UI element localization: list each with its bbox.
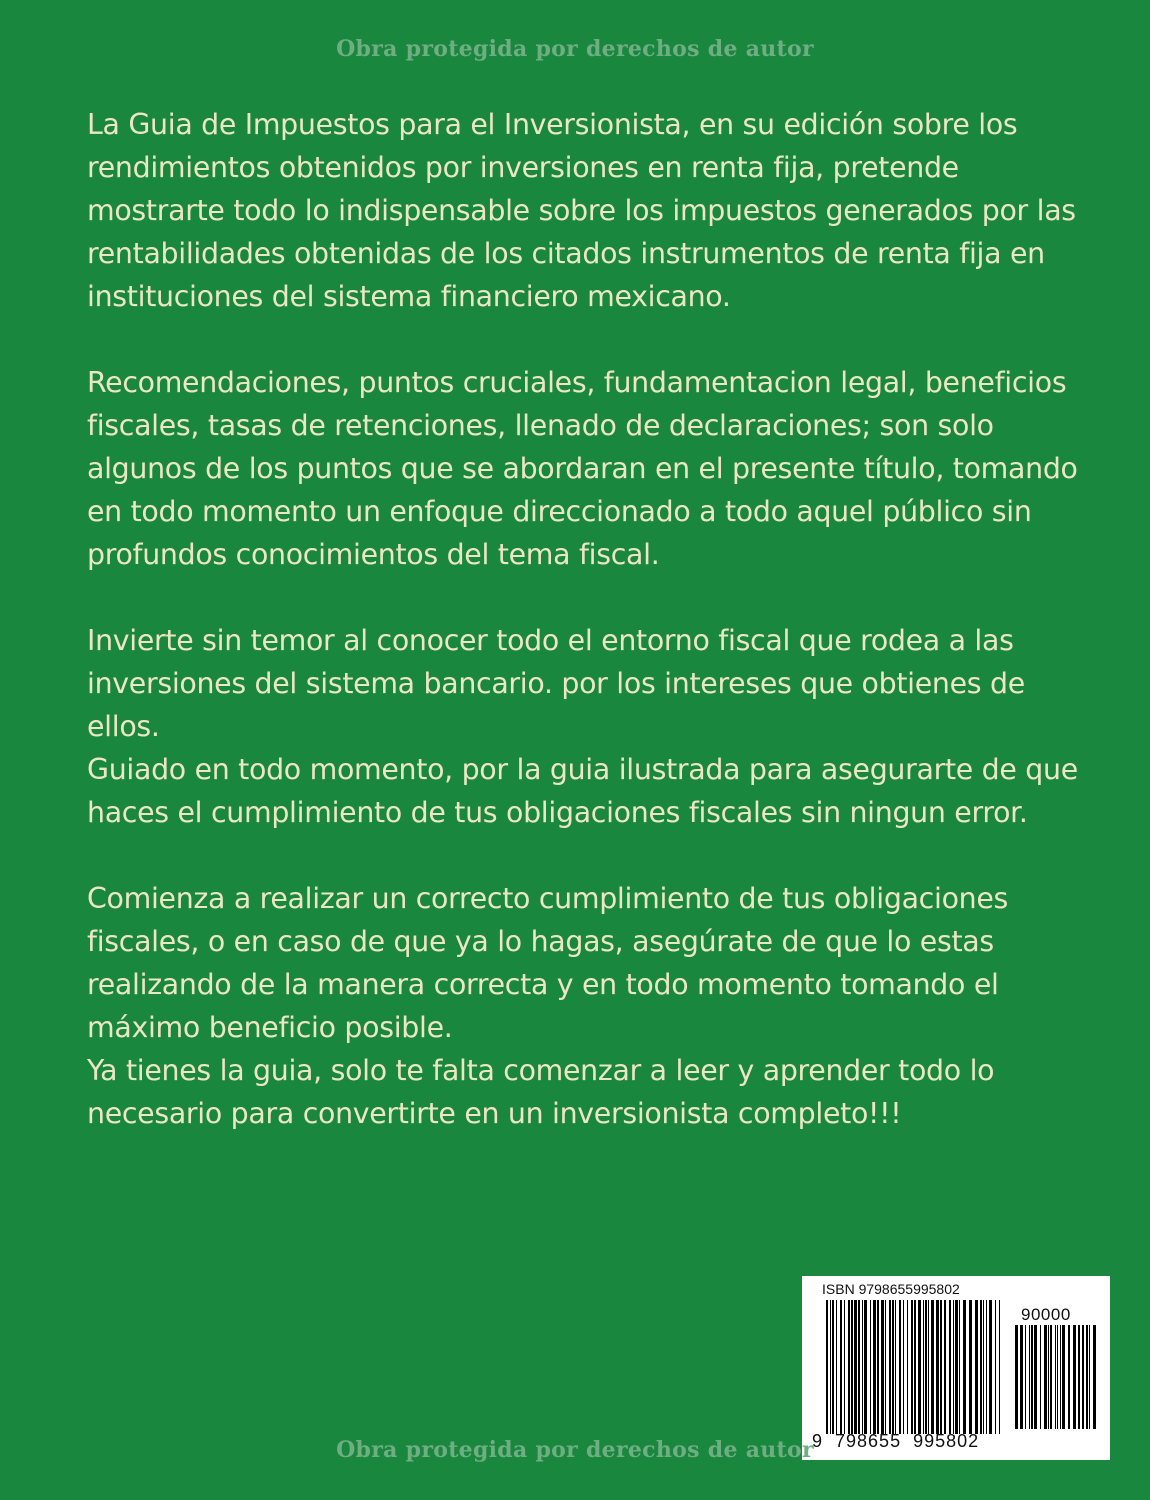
barcode-bar <box>830 1300 831 1434</box>
barcode-bar <box>836 1300 837 1434</box>
barcode-bar <box>1050 1325 1052 1429</box>
barcode-bar <box>928 1300 929 1434</box>
watermark-top: Obra protegida por derechos de autor <box>336 36 814 62</box>
barcode-bar <box>983 1300 984 1434</box>
barcode-bar <box>944 1300 946 1434</box>
watermark-bottom: Obra protegida por derechos de autor <box>336 1437 814 1463</box>
barcode-bar <box>889 1300 891 1434</box>
barcode-bar <box>995 1300 996 1434</box>
barcode-bar <box>870 1300 871 1434</box>
barcode-bar <box>1020 1325 1023 1429</box>
barcode-bar <box>864 1300 867 1434</box>
barcode-bar <box>923 1300 924 1434</box>
barcode-main-bars <box>826 1300 1002 1434</box>
barcode-bar <box>1040 1325 1041 1429</box>
barcode-digits: 9 798655 995802 <box>812 1431 980 1451</box>
barcode-bar <box>925 1300 927 1434</box>
barcode-bar <box>848 1300 850 1434</box>
barcode-bar <box>955 1300 958 1434</box>
barcode-bar <box>885 1300 886 1434</box>
barcode-bar <box>1048 1325 1049 1429</box>
barcode-bar <box>969 1300 972 1434</box>
barcode-bar <box>1015 1325 1018 1429</box>
paragraph-guided: Guiado en todo momento, por la guia ilustrada para asegurarte de que haces el cumplimiento de tus obligaciones fiscales sin ningun error. <box>87 753 1078 829</box>
barcode-bar <box>931 1300 934 1434</box>
barcode-bar <box>936 1300 939 1434</box>
barcode-bar <box>1055 1325 1056 1429</box>
barcode-bar <box>1031 1325 1033 1429</box>
barcode-bar <box>881 1300 884 1434</box>
paragraph-topics: Recomendaciones, puntos cruciales, fundamentacion legal, beneficios fiscales, tasas de retenciones, llenado de declaraciones; son solo algunos de los puntos que se abordaran en el presente título, tomando en todo momento un enfoque direccionado a todo aquel público sin profundos conocimientos del tema fiscal. <box>87 366 1078 571</box>
barcode-bar <box>980 1300 982 1434</box>
barcode-bar <box>986 1300 987 1434</box>
barcode-bar <box>1073 1325 1076 1429</box>
barcode-bar <box>914 1300 916 1434</box>
barcode-addon-bars <box>1015 1325 1097 1429</box>
barcode-bar <box>840 1300 842 1434</box>
barcode-bar <box>953 1300 954 1434</box>
barcode-bar <box>1057 1325 1058 1429</box>
barcode-bar <box>999 1300 1000 1434</box>
isbn-barcode <box>802 1276 1110 1460</box>
barcode-bar <box>1062 1325 1065 1429</box>
barcode-bar <box>907 1300 908 1434</box>
price-code: 90000 <box>1021 1305 1071 1324</box>
barcode-bar <box>1025 1325 1026 1429</box>
paragraph-intro: La Guia de Impuestos para el Inversionista, en su edición sobre los rendimientos obtenidos por inversiones en renta fija, pretende mostrarte todo lo indispensable sobre los impuestos generados por las rentabilidades obtenidas de los citados instrumentos de renta fija en instituciones del sistema financiero mexicano. <box>87 108 1076 313</box>
barcode-bar <box>940 1300 942 1434</box>
barcode-bar <box>1068 1325 1070 1429</box>
barcode-bar <box>989 1300 992 1434</box>
barcode-bar <box>854 1300 857 1434</box>
paragraph-compliance: Comienza a realizar un correcto cumplimiento de tus obligaciones fiscales, o en caso de que ya lo hagas, asegúrate de que lo estas realizando de la manera correcta y en todo momento tomando el máximo beneficio posible. <box>87 882 1008 1044</box>
barcode-bar <box>832 1300 834 1434</box>
barcode-bar <box>1029 1325 1030 1429</box>
barcode-bar <box>899 1300 901 1434</box>
barcode-bar <box>1086 1325 1088 1429</box>
back-cover-description <box>87 103 1097 1135</box>
barcode-bar <box>1044 1325 1047 1429</box>
barcode-bar <box>895 1300 896 1434</box>
barcode-bar <box>1060 1325 1061 1429</box>
barcode-bar <box>1034 1325 1037 1429</box>
barcode-bar <box>903 1300 904 1434</box>
isbn-label: ISBN 9798655995802 <box>822 1281 960 1297</box>
paragraph-closing: Ya tienes la guia, solo te falta comenzar a leer y aprender todo lo necesario para convertirte en un inversionista completo!!! <box>87 1054 995 1130</box>
barcode-bar <box>1078 1325 1080 1429</box>
barcode-bar <box>873 1300 876 1434</box>
barcode-bar <box>911 1300 913 1434</box>
paragraph-invest: Invierte sin temor al conocer todo el entorno fiscal que rodea a las inversiones del sistema bancario. por los intereses que obtienes de ellos. <box>87 624 1025 743</box>
barcode-bar <box>826 1300 828 1434</box>
barcode-bar <box>963 1300 966 1434</box>
barcode-bar <box>877 1300 879 1434</box>
barcode-bar <box>949 1300 951 1434</box>
barcode-bar <box>862 1300 863 1434</box>
barcode-bar <box>975 1300 978 1434</box>
barcode-bar <box>858 1300 860 1434</box>
barcode-bar <box>918 1300 921 1434</box>
barcode-bar <box>844 1300 845 1434</box>
barcode-bar <box>892 1300 894 1434</box>
barcode-bar <box>1089 1325 1090 1429</box>
barcode-bar <box>959 1300 960 1434</box>
barcode-bar <box>851 1300 853 1434</box>
barcode-bar <box>1082 1325 1084 1429</box>
barcode-bar <box>1093 1325 1096 1429</box>
